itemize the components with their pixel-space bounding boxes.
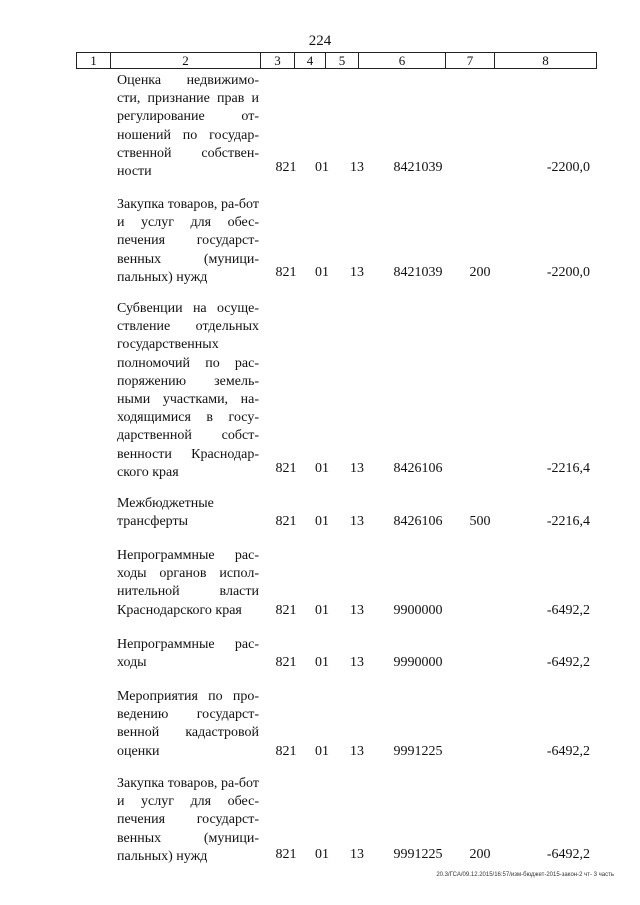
row-code-4: 01: [315, 847, 329, 862]
row-code-3: 821: [275, 847, 297, 862]
row-amount: -2216,4: [546, 461, 590, 476]
row-code-4: 01: [315, 655, 329, 670]
row-amount: -2200,0: [546, 160, 590, 175]
row-code-5: 13: [350, 160, 364, 175]
row-description: Непрограммные рас-ходы: [117, 637, 259, 671]
row-code-5: 13: [350, 514, 364, 529]
row-code-3: 821: [275, 160, 297, 175]
row-code-7: 200: [469, 847, 491, 862]
page-number: 224: [308, 33, 332, 49]
row-description: Субвенции на осуще-ствление отдельных государственных полномочий по рас-поряжению земель-ными участками, на-ходящимися в госу-дарственной собст-венности Краснодар-ского края: [117, 301, 259, 480]
row-code-5: 13: [350, 461, 364, 476]
document-footer: 20.3/ГСА/09.12.2015/16:57/изм-бюджет-2015-закон-2 чт- 3 часть: [436, 872, 614, 878]
row-code-6: 9990000: [393, 655, 443, 670]
row-description: Закупка товаров, ра-бот и услуг для обес-печения государст-венных (муници-пальных) нужд: [117, 776, 259, 864]
row-code-4: 01: [315, 265, 329, 280]
row-code-5: 13: [350, 744, 364, 759]
row-code-6: 9991225: [393, 744, 443, 759]
row-code-6: 9900000: [393, 603, 443, 618]
row-code-6: 9991225: [393, 847, 443, 862]
row-code-4: 01: [315, 744, 329, 759]
header-col-4: 4: [295, 53, 326, 68]
row-description: Закупка товаров, ра-бот и услуг для обес-печения государст-венных (муници-пальных) нужд: [117, 197, 259, 285]
row-code-5: 13: [350, 655, 364, 670]
header-col-8: 8: [542, 53, 549, 68]
row-amount: -2216,4: [546, 514, 590, 529]
row-amount: -6492,2: [546, 744, 590, 759]
row-amount: -6492,2: [546, 655, 590, 670]
header-col-1: 1: [77, 53, 111, 68]
header-col-2: 2: [111, 53, 261, 68]
row-description: Оценка недвижимо-сти, признание прав и регулирование от-ношений по государ-ственной собствен-ности: [117, 73, 259, 180]
row-code-6: 8426106: [393, 514, 443, 529]
row-code-3: 821: [275, 265, 297, 280]
row-amount: -6492,2: [546, 847, 590, 862]
header-col-7: 7: [446, 53, 495, 68]
row-code-6: 8421039: [393, 265, 443, 280]
row-code-4: 01: [315, 514, 329, 529]
row-code-4: 01: [315, 461, 329, 476]
row-amount: -6492,2: [546, 603, 590, 618]
row-code-7: 500: [469, 514, 491, 529]
row-code-3: 821: [275, 461, 297, 476]
row-code-3: 821: [275, 744, 297, 759]
row-code-7: 200: [469, 265, 491, 280]
row-code-3: 821: [275, 655, 297, 670]
table-header: [76, 52, 597, 69]
row-code-6: 8426106: [393, 461, 443, 476]
row-amount: -2200,0: [546, 265, 590, 280]
header-col-5: 5: [326, 53, 359, 68]
row-code-6: 8421039: [393, 160, 443, 175]
header-col-3: 3: [261, 53, 295, 68]
row-code-4: 01: [315, 603, 329, 618]
row-code-5: 13: [350, 265, 364, 280]
row-code-5: 13: [350, 847, 364, 862]
row-code-3: 821: [275, 603, 297, 618]
row-code-4: 01: [315, 160, 329, 175]
row-description: Мероприятия по про-ведению государст-венной кадастровой оценки: [117, 689, 259, 759]
row-code-5: 13: [350, 603, 364, 618]
row-code-3: 821: [275, 514, 297, 529]
header-col-6: 6: [359, 53, 446, 68]
row-description: Межбюджетные трансферты: [117, 496, 214, 530]
row-description: Непрограммные рас-ходы органов испол-нительной власти Краснодарского края: [117, 548, 259, 618]
